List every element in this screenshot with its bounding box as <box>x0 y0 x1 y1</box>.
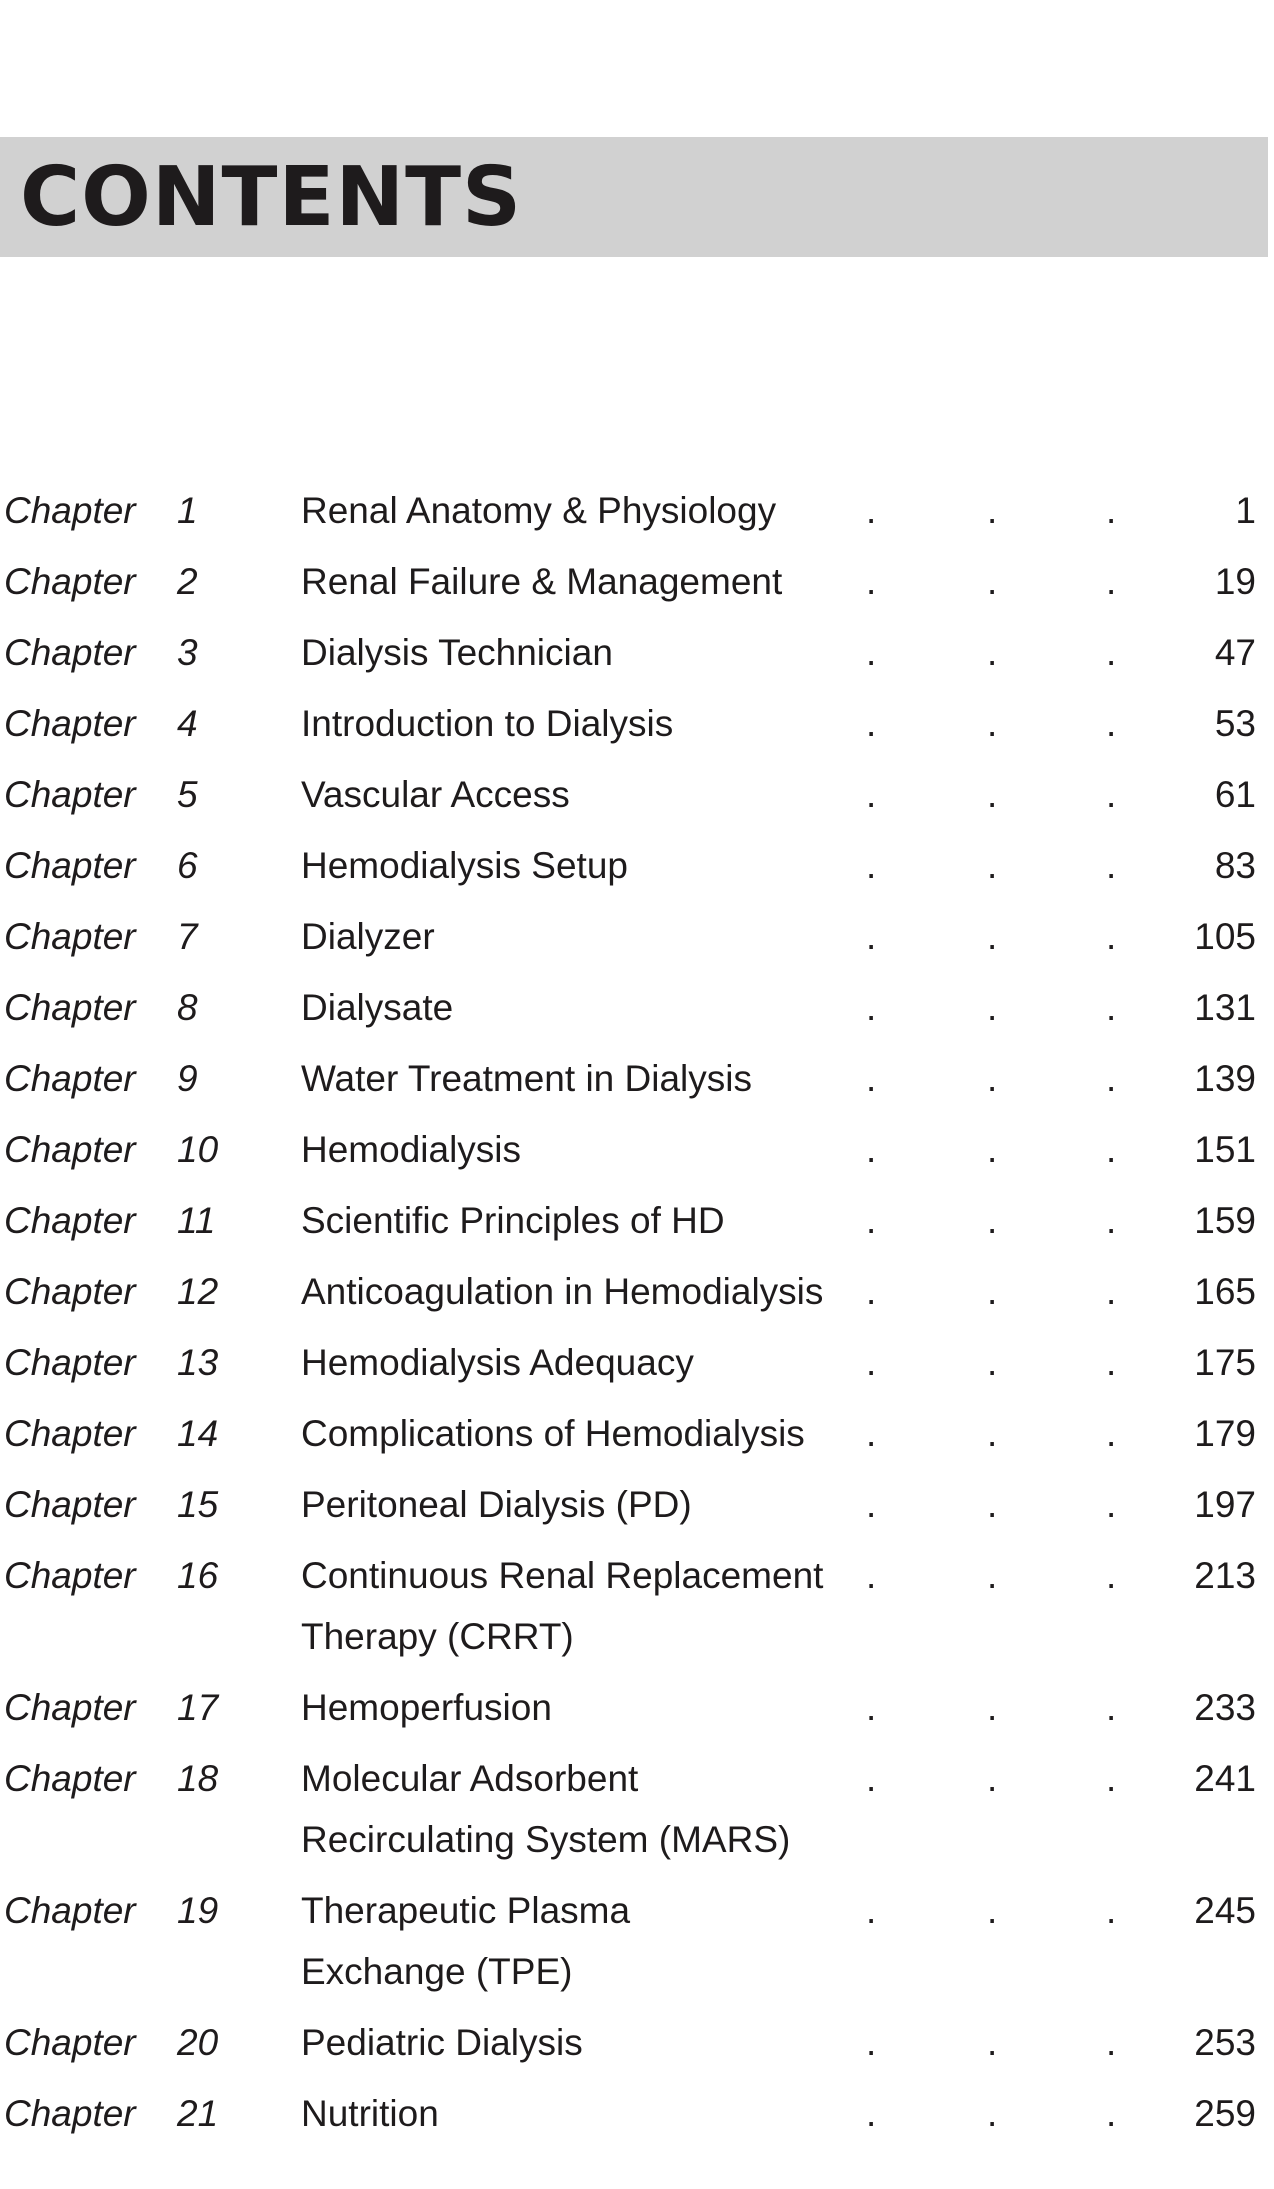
leader-dot: . <box>1106 561 1117 602</box>
leader-dot: . <box>1106 632 1117 673</box>
toc-entry-chapter-7 <box>0 906 1274 977</box>
leader-dot: . <box>987 561 998 602</box>
leader-dot: . <box>866 1271 877 1312</box>
chapter-title-line: Pediatric Dialysis <box>301 2022 583 2063</box>
chapter-title <box>301 551 861 612</box>
leader-dot: . <box>1106 845 1117 886</box>
chapter-title-line: Water Treatment in Dialysis <box>301 1058 752 1099</box>
chapter-label: Chapter <box>4 1484 136 1525</box>
chapter-title-line: Exchange (TPE) <box>301 1951 573 1992</box>
chapter-title <box>301 1748 861 1870</box>
leader-dot: . <box>866 1890 877 1931</box>
leader-dot: . <box>987 2093 998 2134</box>
toc-entry-chapter-14 <box>0 1403 1274 1474</box>
chapter-number: 13 <box>177 1342 219 1383</box>
chapter-number: 19 <box>177 1890 219 1931</box>
chapter-label: Chapter <box>4 1758 136 1799</box>
toc-entry-chapter-20 <box>0 2012 1274 2083</box>
chapter-title-line: Complications of Hemodialysis <box>301 1413 805 1454</box>
chapter-title <box>301 2012 861 2073</box>
chapter-number: 2 <box>177 561 198 602</box>
toc-entry-chapter-4 <box>0 693 1274 764</box>
chapter-title-line: Dialyzer <box>301 916 435 957</box>
toc-entry-chapter-5 <box>0 764 1274 835</box>
toc-entry-chapter-8 <box>0 977 1274 1048</box>
toc-entry-chapter-3 <box>0 622 1274 693</box>
chapter-label: Chapter <box>4 1129 136 1170</box>
leader-dot: . <box>987 987 998 1028</box>
chapter-title <box>301 1048 861 1109</box>
leader-dot: . <box>987 1687 998 1728</box>
toc-entry-chapter-21 <box>0 2083 1274 2154</box>
chapter-label: Chapter <box>4 1200 136 1241</box>
chapter-number: 17 <box>177 1687 219 1728</box>
chapter-title-line: Introduction to Dialysis <box>301 703 674 744</box>
chapter-label: Chapter <box>4 561 136 602</box>
chapter-number: 3 <box>177 632 198 673</box>
leader-dot: . <box>1106 1200 1117 1241</box>
leader-dot: . <box>1106 1413 1117 1454</box>
leader-dot: . <box>866 561 877 602</box>
chapter-label: Chapter <box>4 703 136 744</box>
leader-dot: . <box>987 1200 998 1241</box>
chapter-label: Chapter <box>4 774 136 815</box>
page-number: 175 <box>1194 1342 1256 1383</box>
chapter-number: 18 <box>177 1758 219 1799</box>
table-of-contents <box>0 480 1274 2154</box>
leader-dot: . <box>987 1413 998 1454</box>
leader-dot: . <box>866 916 877 957</box>
chapter-number: 5 <box>177 774 198 815</box>
leader-dot: . <box>866 2022 877 2063</box>
chapter-number: 20 <box>177 2022 219 2063</box>
chapter-number: 11 <box>177 1200 216 1241</box>
chapter-title-line: Scientific Principles of HD <box>301 1200 725 1241</box>
chapter-title <box>301 764 861 825</box>
chapter-title <box>301 1403 861 1464</box>
leader-dot: . <box>866 1200 877 1241</box>
toc-entry-chapter-6 <box>0 835 1274 906</box>
leader-dot: . <box>1106 1758 1117 1799</box>
page-number: 151 <box>1194 1129 1256 1170</box>
leader-dot: . <box>987 2022 998 2063</box>
page-number: 245 <box>1194 1890 1256 1931</box>
leader-dot: . <box>866 1413 877 1454</box>
chapter-title-line: Peritoneal Dialysis (PD) <box>301 1484 692 1525</box>
chapter-title-line: Vascular Access <box>301 774 570 815</box>
chapter-number: 7 <box>177 916 198 957</box>
page-number: 165 <box>1194 1271 1256 1312</box>
toc-entry-chapter-9 <box>0 1048 1274 1119</box>
chapter-title <box>301 1332 861 1393</box>
leader-dot: . <box>1106 1342 1117 1383</box>
leader-dot: . <box>866 845 877 886</box>
chapter-number: 8 <box>177 987 198 1028</box>
leader-dot: . <box>1106 1129 1117 1170</box>
leader-dot: . <box>987 632 998 673</box>
leader-dot: . <box>1106 1555 1117 1596</box>
leader-dot: . <box>1106 774 1117 815</box>
toc-entry-chapter-16 <box>0 1545 1274 1677</box>
chapter-title <box>301 1119 861 1180</box>
chapter-title <box>301 1880 861 2002</box>
leader-dot: . <box>866 1484 877 1525</box>
toc-entry-chapter-11 <box>0 1190 1274 1261</box>
chapter-label: Chapter <box>4 916 136 957</box>
chapter-title <box>301 622 861 683</box>
leader-dot: . <box>1106 2093 1117 2134</box>
toc-entry-chapter-17 <box>0 1677 1274 1748</box>
leader-dot: . <box>866 632 877 673</box>
page-number: 233 <box>1194 1687 1256 1728</box>
leader-dot: . <box>1106 490 1117 531</box>
page-number: 259 <box>1194 2093 1256 2134</box>
leader-dot: . <box>866 1058 877 1099</box>
leader-dot: . <box>1106 987 1117 1028</box>
leader-dot: . <box>987 1129 998 1170</box>
page-number: 139 <box>1194 1058 1256 1099</box>
leader-dot: . <box>866 2093 877 2134</box>
chapter-title-line: Nutrition <box>301 2093 439 2134</box>
chapter-number: 1 <box>177 490 198 531</box>
chapter-title <box>301 835 861 896</box>
chapter-number: 21 <box>177 2093 219 2134</box>
leader-dot: . <box>1106 1484 1117 1525</box>
chapter-title-line: Dialysis Technician <box>301 632 613 673</box>
toc-entry-chapter-18 <box>0 1748 1274 1880</box>
chapter-title <box>301 1474 861 1535</box>
leader-dot: . <box>866 1555 877 1596</box>
leader-dot: . <box>1106 916 1117 957</box>
chapter-number: 10 <box>177 1129 219 1170</box>
leader-dot: . <box>987 1758 998 1799</box>
leader-dot: . <box>866 703 877 744</box>
leader-dot: . <box>1106 1058 1117 1099</box>
leader-dot: . <box>866 1758 877 1799</box>
leader-dot: . <box>1106 1271 1117 1312</box>
chapter-label: Chapter <box>4 1271 136 1312</box>
page-number: 1 <box>1235 490 1256 531</box>
toc-entry-chapter-19 <box>0 1880 1274 2012</box>
leader-dot: . <box>1106 703 1117 744</box>
page-number: 131 <box>1194 987 1256 1028</box>
leader-dot: . <box>987 774 998 815</box>
chapter-title <box>301 1190 861 1251</box>
chapter-title-line: Continuous Renal Replacement <box>301 1555 824 1596</box>
chapter-title-line: Hemodialysis Adequacy <box>301 1342 694 1383</box>
chapter-number: 12 <box>177 1271 219 1312</box>
page-number: 159 <box>1194 1200 1256 1241</box>
leader-dot: . <box>866 1342 877 1383</box>
toc-entry-chapter-15 <box>0 1474 1274 1545</box>
chapter-number: 4 <box>177 703 198 744</box>
chapter-title <box>301 1261 861 1322</box>
page-number: 61 <box>1214 774 1256 815</box>
chapter-title-line: Hemodialysis Setup <box>301 845 628 886</box>
chapter-title <box>301 977 861 1038</box>
chapter-title-line: Recirculating System (MARS) <box>301 1819 791 1860</box>
chapter-label: Chapter <box>4 490 136 531</box>
chapter-label: Chapter <box>4 1413 136 1454</box>
leader-dot: . <box>987 845 998 886</box>
chapter-number: 9 <box>177 1058 198 1099</box>
chapter-title <box>301 1545 861 1667</box>
chapter-title-line: Renal Failure & Management <box>301 561 783 602</box>
page-number: 47 <box>1214 632 1256 673</box>
page-number: 179 <box>1194 1413 1256 1454</box>
leader-dot: . <box>866 1687 877 1728</box>
chapter-label: Chapter <box>4 2022 136 2063</box>
toc-entry-chapter-10 <box>0 1119 1274 1190</box>
chapter-number: 15 <box>177 1484 219 1525</box>
leader-dot: . <box>1106 2022 1117 2063</box>
leader-dot: . <box>987 490 998 531</box>
chapter-label: Chapter <box>4 1058 136 1099</box>
leader-dot: . <box>987 1058 998 1099</box>
chapter-label: Chapter <box>4 987 136 1028</box>
chapter-label: Chapter <box>4 2093 136 2134</box>
leader-dot: . <box>1106 1687 1117 1728</box>
chapter-title-line: Anticoagulation in Hemodialysis <box>301 1271 824 1312</box>
leader-dot: . <box>987 703 998 744</box>
chapter-label: Chapter <box>4 1342 136 1383</box>
chapter-label: Chapter <box>4 632 136 673</box>
toc-entry-chapter-12 <box>0 1261 1274 1332</box>
leader-dot: . <box>866 490 877 531</box>
toc-entry-chapter-1 <box>0 480 1274 551</box>
leader-dot: . <box>987 916 998 957</box>
page-number: 253 <box>1194 2022 1256 2063</box>
chapter-title <box>301 2083 861 2144</box>
toc-entry-chapter-2 <box>0 551 1274 622</box>
chapter-title-line: Hemodialysis <box>301 1129 522 1170</box>
chapter-number: 16 <box>177 1555 219 1596</box>
chapter-title <box>301 480 861 541</box>
page-number: 53 <box>1214 703 1256 744</box>
leader-dot: . <box>1106 1890 1117 1931</box>
leader-dot: . <box>987 1890 998 1931</box>
chapter-label: Chapter <box>4 1890 136 1931</box>
chapter-label: Chapter <box>4 1687 136 1728</box>
leader-dot: . <box>987 1555 998 1596</box>
leader-dot: . <box>866 1129 877 1170</box>
chapter-title-line: Therapy (CRRT) <box>301 1616 574 1657</box>
leader-dot: . <box>987 1342 998 1383</box>
chapter-title-line: Molecular Adsorbent <box>301 1758 639 1799</box>
chapter-title-line: Hemoperfusion <box>301 1687 552 1728</box>
leader-dot: . <box>987 1484 998 1525</box>
chapter-title-line: Therapeutic Plasma <box>301 1890 631 1931</box>
page-number: 197 <box>1194 1484 1256 1525</box>
chapter-title-line: Renal Anatomy & Physiology <box>301 490 777 531</box>
chapter-label: Chapter <box>4 845 136 886</box>
chapter-number: 6 <box>177 845 198 886</box>
page-number: 213 <box>1194 1555 1256 1596</box>
leader-dot: . <box>866 774 877 815</box>
page-number: 19 <box>1214 561 1256 602</box>
page-number: 105 <box>1194 916 1256 957</box>
chapter-title <box>301 693 861 754</box>
chapter-number: 14 <box>177 1413 219 1454</box>
chapter-title <box>301 1677 861 1738</box>
chapter-title-line: Dialysate <box>301 987 454 1028</box>
leader-dot: . <box>866 987 877 1028</box>
page-number: 83 <box>1214 845 1256 886</box>
page-title: CONTENTS <box>20 150 523 245</box>
chapter-label: Chapter <box>4 1555 136 1596</box>
chapter-title <box>301 906 861 967</box>
leader-dot: . <box>987 1271 998 1312</box>
toc-entry-chapter-13 <box>0 1332 1274 1403</box>
page-number: 241 <box>1194 1758 1256 1799</box>
